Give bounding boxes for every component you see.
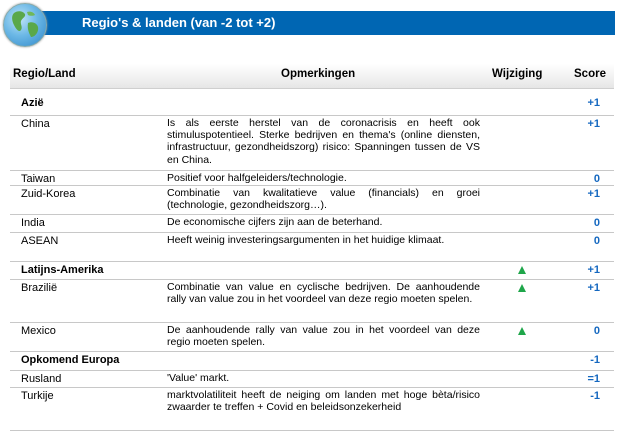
remark-text: Combinatie van kwalitatieve value (financials) en groei (technologie, gezondheidszorg…). — [167, 187, 480, 212]
country-name: India — [21, 217, 45, 229]
table-row — [10, 116, 614, 171]
table-row — [10, 186, 614, 215]
remark-text: Heeft weinig investeringsargumenten in het huidige klimaat. — [167, 234, 445, 246]
score-value: 0 — [593, 173, 600, 185]
up-triangle-icon — [517, 264, 529, 276]
region-name: Azië — [21, 97, 44, 109]
score-value: +1 — [587, 97, 600, 109]
score-value: -1 — [590, 390, 600, 402]
column-header-region: Regio/Land — [13, 68, 76, 80]
score-value: 0 — [593, 325, 600, 337]
country-name: ASEAN — [21, 235, 59, 247]
table-header — [10, 64, 614, 89]
column-header-remarks: Opmerkingen — [281, 68, 356, 80]
score-value: +1 — [587, 264, 600, 276]
title-banner — [40, 11, 615, 35]
table-row — [10, 371, 614, 388]
table-row — [10, 233, 614, 262]
country-name: Zuid-Korea — [21, 188, 76, 200]
score-value: +1 — [587, 282, 600, 294]
table-row — [10, 171, 614, 186]
remark-text: marktvolatiliteit heeft de neiging om landen met hoge bèta/risico zwaarder te treffen + Covid en beleidsonzekerheid — [167, 389, 480, 414]
remark-text: 'Value' markt. — [167, 372, 230, 384]
table-row — [10, 95, 614, 116]
score-value: +1 — [587, 118, 600, 130]
remark-text: Combinatie van value en cyclische bedrijven. De aanhoudende rally van value zou in het voordeel van deze regio moeten spelen. — [167, 281, 480, 306]
country-name: Mexico — [21, 325, 56, 337]
table-row — [10, 352, 614, 371]
score-value: 0 — [593, 217, 600, 229]
table-row — [10, 388, 614, 431]
score-value: -1 — [590, 354, 600, 366]
country-name: China — [21, 118, 50, 130]
table-row — [10, 262, 614, 280]
score-value: =1 — [587, 373, 600, 385]
up-triangle-icon — [517, 325, 529, 337]
remark-text: De aanhoudende rally van value zou in het voordeel van deze regio moeten spelen. — [167, 324, 480, 349]
remark-text: De economische cijfers zijn aan de beterhand. — [167, 216, 383, 228]
score-value: +1 — [587, 188, 600, 200]
country-name: Taiwan — [21, 173, 56, 185]
remark-text: Positief voor halfgeleiders/technologie. — [167, 172, 347, 184]
region-name: Latijns-Amerika — [21, 264, 104, 276]
region-name: Opkomend Europa — [21, 354, 120, 366]
remark-text: Is als eerste herstel van de coronacrisis en heeft ook stimuluspotentieel. Sterke bedrijven en thema's (online diensten, infrastructuur, gezondheidszorg) risico: Spanningen tussen de VS en China. — [167, 117, 480, 166]
up-triangle-icon — [517, 282, 529, 294]
globe-icon — [3, 3, 47, 47]
column-header-score: Score — [574, 68, 606, 80]
table-row — [10, 215, 614, 233]
table-body — [10, 95, 614, 431]
table-row — [10, 323, 614, 352]
country-name: Brazilië — [21, 282, 58, 294]
regions-table — [10, 64, 614, 431]
table-row — [10, 280, 614, 323]
country-name: Rusland — [21, 373, 62, 385]
score-value: 0 — [593, 235, 600, 247]
column-header-change: Wijziging — [492, 68, 543, 80]
page-title: Regio's & landen (van -2 tot +2) — [82, 15, 276, 30]
country-name: Turkije — [21, 390, 54, 402]
